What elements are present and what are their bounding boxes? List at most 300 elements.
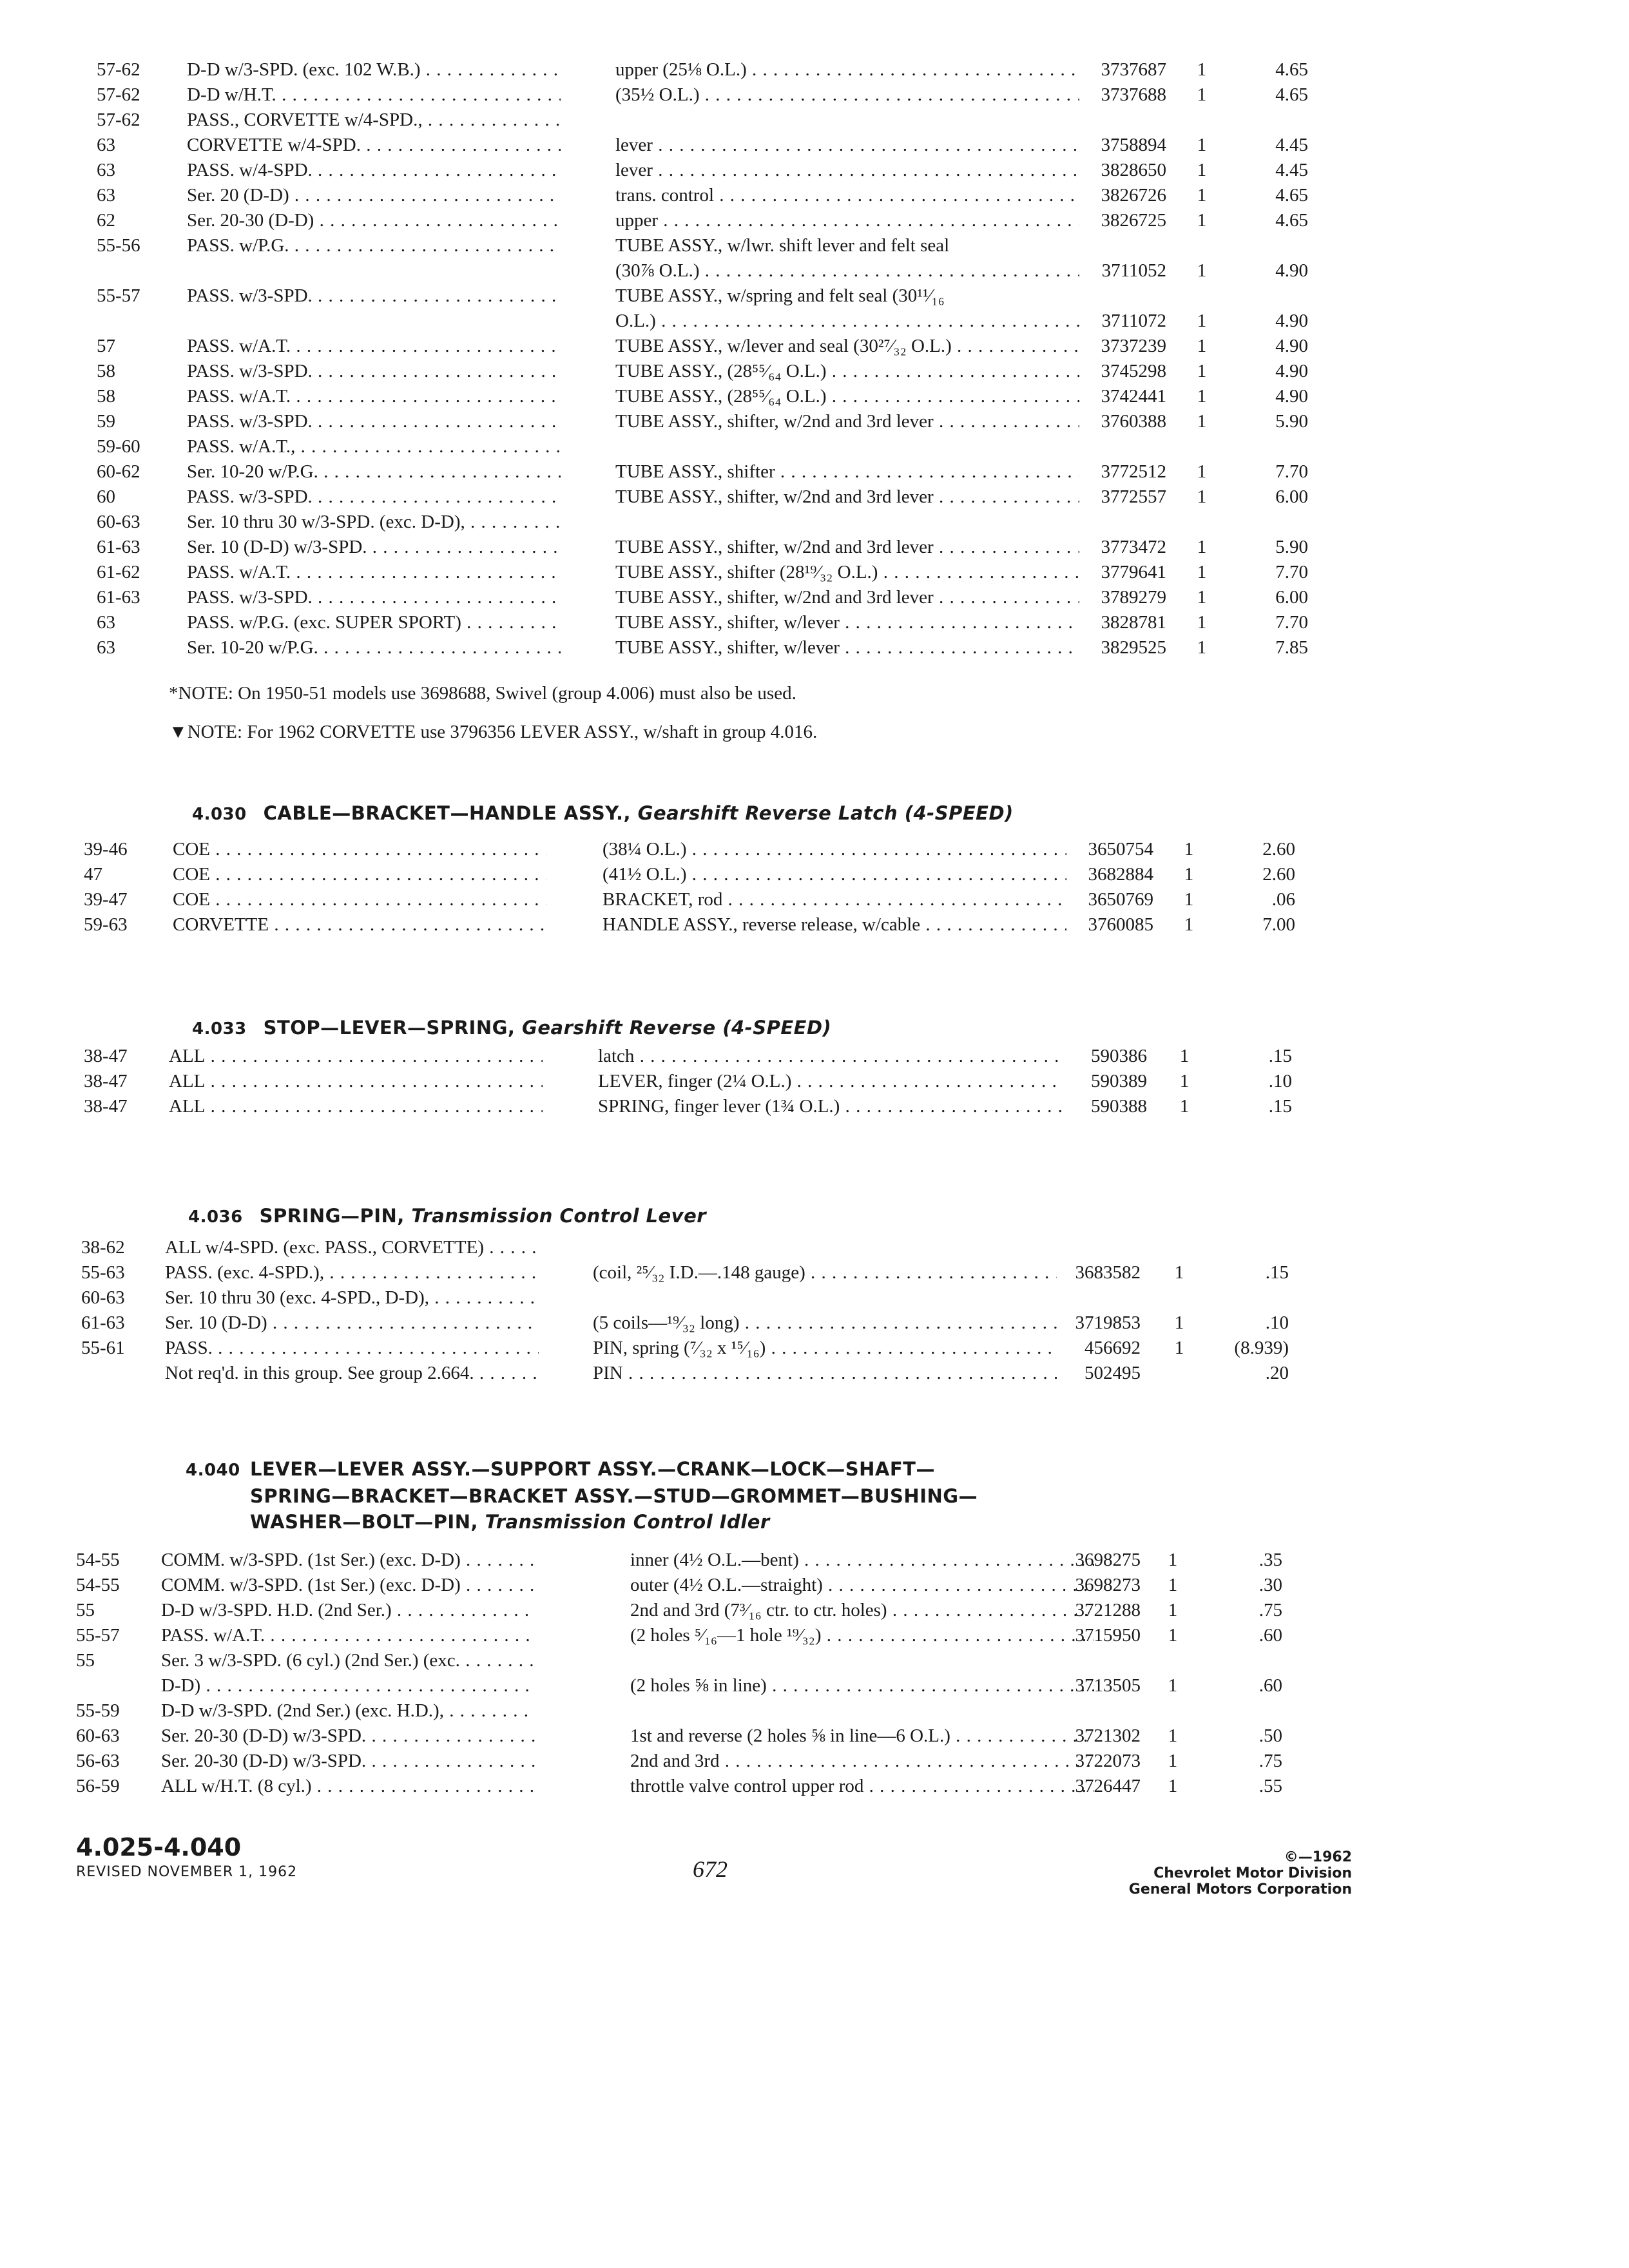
quantity-cell: 1	[1184, 864, 1194, 885]
quantity-cell: 1	[1168, 1575, 1178, 1595]
section-number: 4.036	[188, 1207, 243, 1227]
description-cell: throttle valve control upper rod . . .	[630, 1776, 1094, 1797]
quantity-cell: 1	[1197, 185, 1207, 206]
table-row	[0, 436, 1629, 461]
part-number-cell: 3698273	[1075, 1575, 1141, 1595]
table-row	[0, 411, 1629, 436]
part-number-cell: 3683582	[1075, 1262, 1141, 1283]
application-cell: PASS. . . .	[165, 1338, 539, 1359]
application-cell: Ser. 10 thru 30 (exc. 4-SPD., D-D), . . .	[165, 1287, 539, 1309]
quantity-cell: 1	[1168, 1550, 1178, 1570]
section-subtitle: Transmission Control Lever	[411, 1205, 707, 1227]
table-row	[0, 185, 1629, 210]
table-row	[0, 59, 1629, 84]
part-number-cell: 3773472	[1101, 537, 1166, 557]
description-cell: BRACKET, rod . . .	[602, 889, 1066, 910]
description-cell: TUBE ASSY., shifter, w/2nd and 3rd lever . . .	[615, 411, 1079, 432]
table-row	[0, 1312, 1629, 1338]
application-cell: PASS. (exc. 4-SPD.), . . .	[165, 1262, 539, 1283]
price-cell: .15	[1268, 1096, 1292, 1117]
application-cell: PASS. w/3-SPD. . . .	[187, 486, 561, 508]
year-range-cell: 55-61	[81, 1338, 125, 1358]
quantity-cell: 1	[1184, 839, 1194, 860]
year-range-cell: 59-63	[84, 914, 128, 935]
table-row	[0, 864, 1629, 889]
year-range-cell: 63	[97, 185, 115, 206]
section-4030-heading	[192, 802, 1014, 824]
section-title-line-3: WASHER—BOLT—PIN,	[250, 1511, 478, 1533]
year-range-cell: 55-56	[97, 235, 140, 256]
table-row	[0, 1237, 1629, 1262]
year-range-cell: 62	[97, 210, 115, 231]
description-cell: (2 holes ⁵⁄₁₆—1 hole ¹⁹⁄₃₂) . . .	[630, 1625, 1094, 1646]
table-row	[0, 1363, 1629, 1388]
part-number-cell: 3737687	[1101, 59, 1166, 80]
quantity-cell: 1	[1197, 537, 1207, 557]
part-number-cell: 3721302	[1075, 1725, 1141, 1746]
copyright-line: ©—1962	[1284, 1849, 1352, 1865]
quantity-cell: 1	[1179, 1071, 1190, 1091]
application-cell: ALL . . .	[169, 1096, 543, 1117]
year-range-cell: 59-60	[97, 436, 140, 457]
year-range-cell: 39-46	[84, 839, 128, 860]
quantity-cell: 1	[1197, 637, 1207, 658]
quantity-cell: 1	[1197, 411, 1207, 432]
table-row	[0, 1650, 1629, 1675]
year-range-cell: 47	[84, 864, 102, 885]
part-number-cell: 3726447	[1075, 1776, 1141, 1796]
quantity-cell: 1	[1197, 84, 1207, 105]
price-cell: .10	[1265, 1312, 1289, 1333]
application-cell: PASS. w/P.G. . . .	[187, 235, 561, 256]
table-row	[0, 160, 1629, 185]
description-cell: upper (25⅛ O.L.) . . .	[615, 59, 1079, 81]
application-cell: PASS. w/A.T., . . .	[187, 436, 561, 457]
table-row	[0, 1675, 1629, 1700]
quantity-cell: 1	[1197, 311, 1207, 331]
price-cell: 7.70	[1275, 562, 1308, 582]
quantity-cell: 1	[1179, 1046, 1190, 1066]
quantity-cell: 1	[1184, 889, 1194, 910]
year-range-cell: 38-47	[84, 1046, 128, 1066]
price-cell: .15	[1265, 1262, 1289, 1283]
year-range-cell: 38-47	[84, 1096, 128, 1117]
quantity-cell: 1	[1197, 361, 1207, 381]
price-cell: 4.45	[1275, 135, 1308, 155]
description-cell: trans. control . . .	[615, 185, 1079, 206]
description-cell: LEVER, finger (2¼ O.L.) . . .	[598, 1071, 1062, 1092]
quantity-cell: 1	[1174, 1312, 1184, 1333]
description-cell: PIN . . .	[593, 1363, 1057, 1384]
price-cell: 4.65	[1275, 59, 1308, 80]
description-cell: (41½ O.L.) . . .	[602, 864, 1066, 885]
table-row	[0, 260, 1629, 285]
table-row	[0, 235, 1629, 260]
copyright-block	[1129, 1849, 1352, 1898]
year-range-cell: 55-59	[76, 1700, 120, 1721]
application-cell: Ser. 10-20 w/P.G. . . .	[187, 637, 561, 658]
application-cell: PASS. w/A.T. . . .	[161, 1625, 535, 1646]
description-cell: TUBE ASSY., shifter, w/2nd and 3rd lever . . .	[615, 587, 1079, 608]
application-cell: COMM. w/3-SPD. (1st Ser.) (exc. D-D) . . .	[161, 1575, 535, 1596]
part-number-cell: 3772512	[1101, 461, 1166, 482]
part-number-cell: 3698275	[1075, 1550, 1141, 1570]
part-number-cell: 3711072	[1101, 311, 1166, 331]
application-cell: Ser. 10 thru 30 w/3-SPD. (exc. D-D), . . .	[187, 512, 561, 533]
price-cell: 4.65	[1275, 210, 1308, 231]
price-cell: .50	[1258, 1725, 1282, 1746]
table-row	[0, 361, 1629, 386]
table-row	[0, 135, 1629, 160]
part-number-cell: 3713505	[1075, 1675, 1141, 1696]
description-cell: latch . . .	[598, 1046, 1062, 1067]
application-cell: Ser. 20 (D-D) . . .	[187, 185, 561, 206]
description-cell: (coil, ²⁵⁄₃₂ I.D.—.148 gauge) . . .	[593, 1262, 1057, 1283]
application-cell: COE . . .	[173, 839, 546, 860]
part-number-cell: 590386	[1091, 1046, 1147, 1066]
quantity-cell: 1	[1197, 486, 1207, 507]
description-cell: outer (4½ O.L.—straight) . . .	[630, 1575, 1094, 1596]
application-cell: ALL . . .	[169, 1071, 543, 1092]
quantity-cell: 1	[1174, 1338, 1184, 1358]
description-cell: TUBE ASSY., w/lever and seal (30²⁷⁄₃₂ O.L.) . . .	[615, 336, 1079, 357]
part-number-cell: 3826725	[1101, 210, 1166, 231]
application-cell: D-D w/3-SPD. H.D. (2nd Ser.) . . .	[161, 1600, 535, 1621]
quantity-cell: 1	[1174, 1262, 1184, 1283]
application-cell: Ser. 10 (D-D) . . .	[165, 1312, 539, 1334]
price-cell: 4.45	[1275, 160, 1308, 180]
application-cell: PASS. w/3-SPD. . . .	[187, 587, 561, 608]
part-number-cell: 3715950	[1075, 1625, 1141, 1646]
part-number-cell: 3828650	[1101, 160, 1166, 180]
year-range-cell: 61-63	[81, 1312, 125, 1333]
quantity-cell: 1	[1197, 210, 1207, 231]
year-range-cell: 63	[97, 637, 115, 658]
description-cell: HANDLE ASSY., reverse release, w/cable . . .	[602, 914, 1066, 936]
section-subtitle: Transmission Control Idler	[485, 1511, 770, 1533]
section-number: 4.033	[192, 1019, 247, 1039]
description-cell: lever . . .	[615, 135, 1079, 156]
description-cell: (30⅞ O.L.) . . .	[615, 260, 1079, 282]
part-number-cell: 502495	[1084, 1363, 1141, 1383]
year-range-cell: 54-55	[76, 1575, 120, 1595]
quantity-cell: 1	[1197, 562, 1207, 582]
top-parts-table	[0, 59, 1629, 662]
quantity-cell: 1	[1197, 386, 1207, 407]
application-cell: Ser. 10-20 w/P.G. . . .	[187, 461, 561, 483]
description-cell: PIN, spring (⁷⁄₃₂ x ¹⁵⁄₁₆) . . .	[593, 1338, 1057, 1359]
description-cell: TUBE ASSY., (28⁵⁵⁄₆₄ O.L.) . . .	[615, 386, 1079, 407]
table-row	[0, 612, 1629, 637]
table-row	[0, 512, 1629, 537]
price-cell: 7.70	[1275, 461, 1308, 482]
table-row	[0, 1700, 1629, 1725]
description-cell: TUBE ASSY., shifter (28¹⁹⁄₃₂ O.L.) . . .	[615, 562, 1079, 583]
part-number-cell: 3826726	[1101, 185, 1166, 206]
description-cell: TUBE ASSY., w/spring and felt seal (30¹¹⁄₁₆	[615, 285, 945, 306]
quantity-cell: 1	[1197, 461, 1207, 482]
table-row	[0, 1550, 1629, 1575]
table-row	[0, 336, 1629, 361]
description-cell: (38¼ O.L.) . . .	[602, 839, 1066, 860]
description-cell: (35½ O.L.) . . .	[615, 84, 1079, 106]
price-cell: 5.90	[1275, 411, 1308, 432]
table-row	[0, 1575, 1629, 1600]
price-cell: .20	[1265, 1363, 1289, 1383]
description-cell: TUBE ASSY., w/lwr. shift lever and felt seal	[615, 235, 950, 256]
table-row	[0, 637, 1629, 662]
description-cell: TUBE ASSY., shifter, w/2nd and 3rd lever . . .	[615, 537, 1079, 558]
year-range-cell: 56-59	[76, 1776, 120, 1796]
application-cell: Ser. 10 (D-D) w/3-SPD. . . .	[187, 537, 561, 558]
description-cell: 2nd and 3rd (7³⁄₁₆ ctr. to ctr. holes) . . .	[630, 1600, 1094, 1621]
table-row	[0, 1287, 1629, 1312]
description-cell: SPRING, finger lever (1¾ O.L.) . . .	[598, 1096, 1062, 1117]
section-title: CABLE—BRACKET—HANDLE ASSY.,	[263, 802, 631, 824]
application-cell: PASS. w/3-SPD. . . .	[187, 285, 561, 307]
part-number-cell: 3719853	[1075, 1312, 1141, 1333]
quantity-cell: 1	[1197, 135, 1207, 155]
application-cell: Ser. 3 w/3-SPD. (6 cyl.) (2nd Ser.) (exc. . . .	[161, 1650, 535, 1671]
description-cell: 1st and reverse (2 holes ⅝ in line—6 O.L.) . . .	[630, 1725, 1094, 1747]
application-cell: PASS. w/3-SPD. . . .	[187, 361, 561, 382]
description-cell: TUBE ASSY., shifter, w/lever . . .	[615, 612, 1079, 633]
part-number-cell: 3722073	[1075, 1751, 1141, 1771]
price-cell: 6.00	[1275, 486, 1308, 507]
price-cell: 4.90	[1275, 386, 1308, 407]
description-cell: upper . . .	[615, 210, 1079, 231]
price-cell: 7.70	[1275, 612, 1308, 633]
price-cell: .35	[1258, 1550, 1282, 1570]
table-row	[0, 110, 1629, 135]
table-row	[0, 1600, 1629, 1625]
application-cell: PASS. w/P.G. (exc. SUPER SPORT) . . .	[187, 612, 561, 633]
part-number-cell: 3779641	[1101, 562, 1166, 582]
part-number-cell: 590388	[1091, 1096, 1147, 1117]
year-range-cell: 60-62	[97, 461, 140, 482]
part-number-cell: 3682884	[1088, 864, 1153, 885]
quantity-cell: 1	[1179, 1096, 1190, 1117]
application-cell: PASS. w/A.T. . . .	[187, 386, 561, 407]
part-number-cell: 3742441	[1101, 386, 1166, 407]
section-4030-table	[0, 839, 1629, 939]
price-cell: 6.00	[1275, 587, 1308, 608]
price-cell: .15	[1268, 1046, 1292, 1066]
section-4036-heading	[188, 1205, 706, 1227]
price-cell: 5.90	[1275, 537, 1308, 557]
quantity-cell: 1	[1168, 1600, 1178, 1620]
table-row	[0, 587, 1629, 612]
part-number-cell: 3711052	[1101, 260, 1166, 281]
section-subtitle: Gearshift Reverse Latch (4-SPEED)	[637, 802, 1014, 824]
year-range-cell: 63	[97, 135, 115, 155]
quantity-cell: 1	[1168, 1751, 1178, 1771]
quantity-cell: 1	[1168, 1625, 1178, 1646]
description-cell: TUBE ASSY., (28⁵⁵⁄₆₄ O.L.) . . .	[615, 361, 1079, 382]
section-title: STOP—LEVER—SPRING,	[263, 1017, 516, 1039]
part-number-cell: 3828781	[1101, 612, 1166, 633]
price-cell: 7.85	[1275, 637, 1308, 658]
table-row	[0, 914, 1629, 939]
application-cell: Not req'd. in this group. See group 2.664. . . .	[165, 1363, 539, 1384]
part-number-cell: 3772557	[1101, 486, 1166, 507]
price-cell: .06	[1271, 889, 1295, 910]
year-range-cell: 57-62	[97, 110, 140, 130]
description-cell: TUBE ASSY., shifter, w/2nd and 3rd lever . . .	[615, 486, 1079, 508]
quantity-cell: 1	[1168, 1725, 1178, 1746]
section-title-line-1: LEVER—LEVER ASSY.—SUPPORT ASSY.—CRANK—LOCK—SHAFT—	[250, 1458, 935, 1480]
revised-date: REVISED NOVEMBER 1, 1962	[76, 1864, 298, 1880]
table-row	[0, 562, 1629, 587]
section-number: 4.030	[192, 805, 247, 824]
quantity-cell: 1	[1197, 160, 1207, 180]
table-row	[0, 311, 1629, 336]
part-number-cell: 3737688	[1101, 84, 1166, 105]
year-range-cell: 55	[76, 1600, 95, 1620]
section-4033-table	[0, 1046, 1629, 1121]
part-number-cell: 3650769	[1088, 889, 1153, 910]
year-range-cell: 38-47	[84, 1071, 128, 1091]
price-cell: 7.00	[1262, 914, 1295, 935]
price-cell: .60	[1258, 1625, 1282, 1646]
application-cell: COE . . .	[173, 864, 546, 885]
table-row	[0, 285, 1629, 311]
table-row	[0, 1776, 1629, 1801]
year-range-cell: 38-62	[81, 1237, 125, 1258]
year-range-cell: 60-63	[76, 1725, 120, 1746]
table-row	[0, 1096, 1629, 1121]
table-row	[0, 461, 1629, 486]
section-title: SPRING—PIN,	[259, 1205, 405, 1227]
quantity-cell: 1	[1197, 336, 1207, 356]
year-range-cell: 57	[97, 336, 115, 356]
description-cell: lever . . .	[615, 160, 1079, 181]
price-cell: .75	[1258, 1751, 1282, 1771]
application-cell: CORVETTE w/4-SPD. . . .	[187, 135, 561, 156]
part-number-cell: 3650754	[1088, 839, 1153, 860]
table-row	[0, 1338, 1629, 1363]
quantity-cell: 1	[1197, 587, 1207, 608]
description-cell: TUBE ASSY., shifter, w/lever . . .	[615, 637, 1079, 658]
copyright-line: General Motors Corporation	[1128, 1881, 1352, 1898]
application-cell: ALL w/H.T. (8 cyl.) . . .	[161, 1776, 535, 1797]
application-cell: PASS., CORVETTE w/4-SPD., . . .	[187, 110, 561, 131]
price-cell: .10	[1268, 1071, 1292, 1091]
table-row	[0, 1262, 1629, 1287]
year-range-cell: 55	[76, 1650, 95, 1671]
year-range-cell: 58	[97, 386, 115, 407]
year-range-cell: 39-47	[84, 889, 128, 910]
application-cell: COMM. w/3-SPD. (1st Ser.) (exc. D-D) . . .	[161, 1550, 535, 1571]
year-range-cell: 63	[97, 160, 115, 180]
part-number-cell: 3758894	[1101, 135, 1166, 155]
part-number-cell: 3760388	[1101, 411, 1166, 432]
application-cell: PASS. w/A.T. . . .	[187, 336, 561, 357]
description-cell: 2nd and 3rd . . .	[630, 1751, 1094, 1772]
price-cell: 2.60	[1262, 864, 1295, 885]
year-range-cell: 55-57	[97, 285, 140, 306]
description-cell: inner (4½ O.L.—bent) . . .	[630, 1550, 1094, 1571]
application-cell: PASS. w/A.T. . . .	[187, 562, 561, 583]
year-range-cell: 60-63	[81, 1287, 125, 1308]
quantity-cell: 1	[1168, 1776, 1178, 1796]
section-4033-heading	[192, 1017, 831, 1039]
quantity-cell: 1	[1184, 914, 1194, 935]
year-range-cell: 61-62	[97, 562, 140, 582]
year-range-cell: 61-63	[97, 587, 140, 608]
application-cell: ALL w/4-SPD. (exc. PASS., CORVETTE) . . .	[165, 1237, 539, 1258]
price-cell: 2.60	[1262, 839, 1295, 860]
application-cell: CORVETTE . . .	[173, 914, 546, 936]
copyright-line: Chevrolet Motor Division	[1153, 1865, 1352, 1881]
quantity-cell: 1	[1168, 1675, 1178, 1696]
table-row	[0, 210, 1629, 235]
table-row	[0, 537, 1629, 562]
section-title-line-2: SPRING—BRACKET—BRACKET ASSY.—STUD—GROMMET—BUSHING—	[250, 1485, 978, 1507]
quantity-cell: 1	[1197, 59, 1207, 80]
section-4040-table	[0, 1550, 1629, 1801]
section-number: 4.040	[186, 1461, 240, 1480]
description-cell: TUBE ASSY., shifter . . .	[615, 461, 1079, 483]
application-cell: D-D w/H.T. . . .	[187, 84, 561, 106]
price-cell: 4.90	[1275, 260, 1308, 281]
price-cell: .30	[1258, 1575, 1282, 1595]
year-range-cell: 59	[97, 411, 115, 432]
table-row	[0, 1071, 1629, 1096]
part-number-cell: 456692	[1084, 1338, 1141, 1358]
application-cell: ALL . . .	[169, 1046, 543, 1067]
section-4036-table	[0, 1237, 1629, 1388]
year-range-cell: 54-55	[76, 1550, 120, 1570]
application-cell: Ser. 20-30 (D-D) . . .	[187, 210, 561, 231]
application-cell: Ser. 20-30 (D-D) w/3-SPD. . . .	[161, 1725, 535, 1747]
price-cell: 4.90	[1275, 336, 1308, 356]
footer-left	[76, 1833, 297, 1880]
year-range-cell: 58	[97, 361, 115, 381]
section-subtitle: Gearshift Reverse (4-SPEED)	[522, 1017, 832, 1039]
application-cell: PASS. w/3-SPD. . . .	[187, 411, 561, 432]
section-4040-heading	[186, 1456, 978, 1535]
page-number: 672	[693, 1856, 728, 1882]
price-cell: 4.65	[1275, 185, 1308, 206]
table-row	[0, 889, 1629, 914]
application-cell: COE . . .	[173, 889, 546, 910]
group-range: 4.025-4.040	[76, 1833, 242, 1861]
year-range-cell: 55-63	[81, 1262, 125, 1283]
part-number-cell: 3829525	[1101, 637, 1166, 658]
year-range-cell: 61-63	[97, 537, 140, 557]
part-number-cell: 3745298	[1101, 361, 1166, 381]
price-cell: 4.65	[1275, 84, 1308, 105]
year-range-cell: 60	[97, 486, 115, 507]
price-cell: .75	[1258, 1600, 1282, 1620]
note-1: *NOTE: On 1950-51 models use 3698688, Swivel (group 4.006) must also be used.	[169, 683, 796, 704]
year-range-cell: 60-63	[97, 512, 140, 532]
part-number-cell: 3760085	[1088, 914, 1153, 935]
table-row	[0, 1751, 1629, 1776]
price-cell: 4.90	[1275, 361, 1308, 381]
year-range-cell: 57-62	[97, 84, 140, 105]
quantity-cell: 1	[1197, 260, 1207, 281]
year-range-cell: 57-62	[97, 59, 140, 80]
year-range-cell: 63	[97, 612, 115, 633]
application-cell: D-D) . . .	[161, 1675, 535, 1696]
table-row	[0, 1046, 1629, 1071]
year-range-cell: 56-63	[76, 1751, 120, 1771]
note-2: ▼NOTE: For 1962 CORVETTE use 3796356 LEVER ASSY., w/shaft in group 4.016.	[169, 722, 818, 742]
table-row	[0, 84, 1629, 110]
price-cell: 4.90	[1275, 311, 1308, 331]
